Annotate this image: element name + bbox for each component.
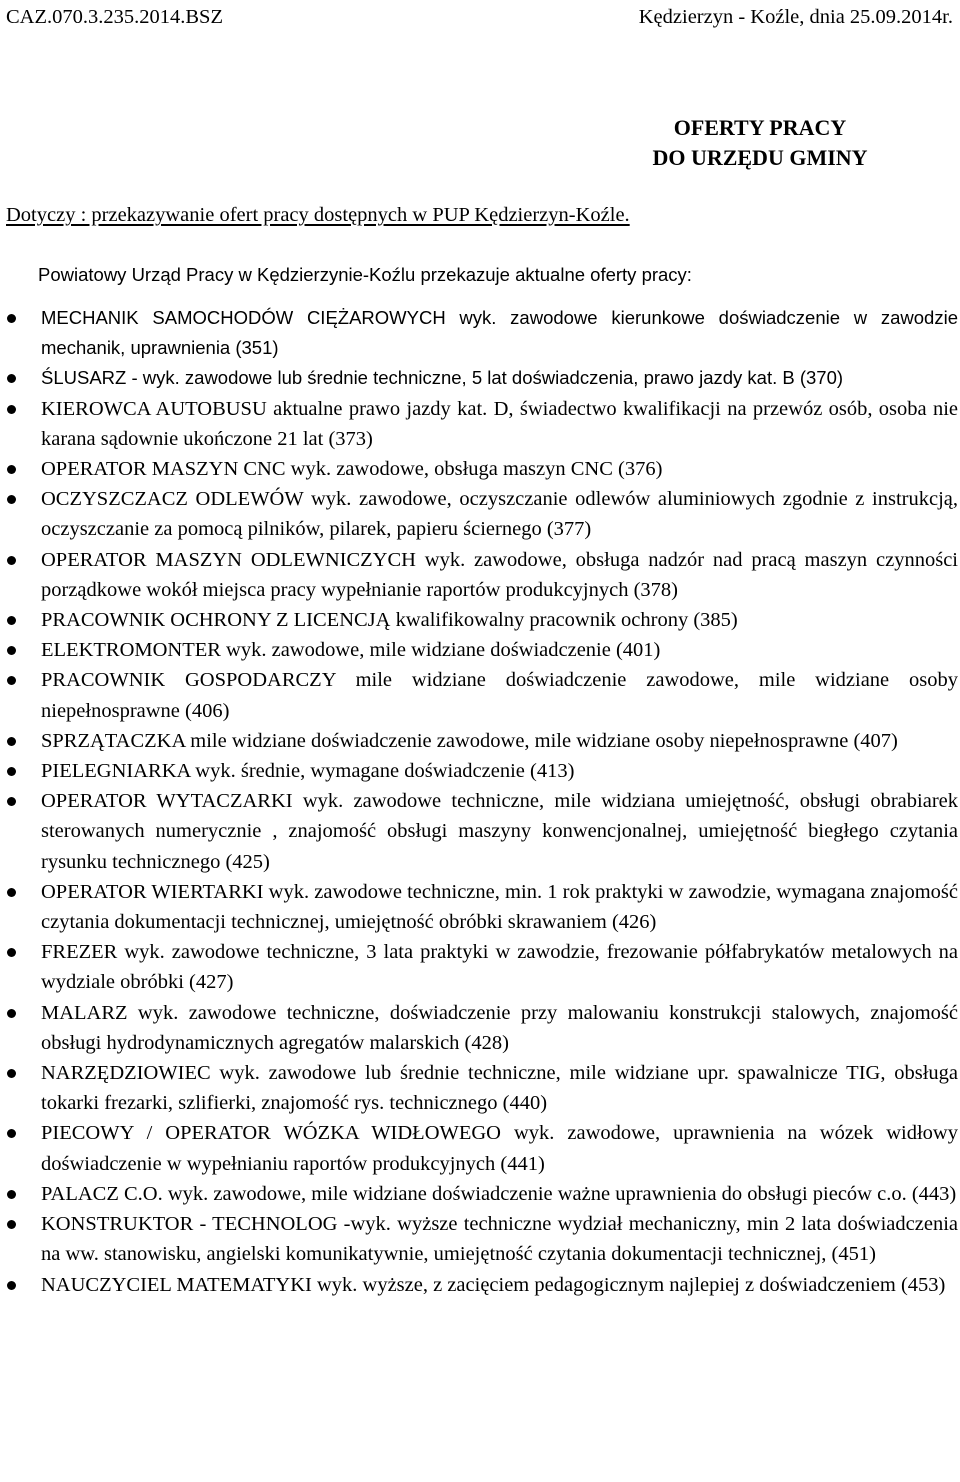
bullet-icon bbox=[7, 737, 16, 746]
bullet-icon bbox=[7, 888, 16, 897]
job-offer-text: OPERATOR MASZYN ODLEWNICZYCH wyk. zawodowe, obsługa nadzór nad pracą maszyn czynności porządkowe wokół miejsca pracy wypełnianie raportów produkcyjnych (378) bbox=[41, 548, 958, 601]
job-offer-item bbox=[0, 998, 960, 1058]
bullet-icon bbox=[7, 314, 16, 323]
job-offer-item bbox=[0, 937, 960, 997]
job-offer-item bbox=[0, 635, 960, 665]
job-offer-text: ŚLUSARZ - wyk. zawodowe lub średnie techniczne, 5 lat doświadczenia, prawo jazdy kat. B (370) bbox=[41, 367, 844, 389]
bullet-icon bbox=[7, 465, 16, 474]
subject-line: Dotyczy : przekazywanie ofert pracy dostępnych w PUP Kędzierzyn-Koźle. bbox=[6, 204, 630, 226]
job-offer-text: KONSTRUKTOR - TECHNOLOG -wyk. wyższe techniczne wydział mechaniczny, min 2 lata doświadczenia na ww. stanowisku, angielski komunikatywnie, umiejętność czytania dokumentacji technicznej, (451) bbox=[41, 1213, 958, 1266]
heading-line-2: DO URZĘDU GMINY bbox=[652, 145, 868, 170]
bullet-icon bbox=[7, 1129, 16, 1138]
job-offer-text: KIEROWCA AUTOBUSU aktualne prawo jazdy kat. D, świadectwo kwalifikacji na przewóz osób, osoba nie karana sądownie ukończone 21 lat (373) bbox=[41, 397, 958, 450]
job-offer-item bbox=[0, 454, 960, 484]
job-offer-text: PIECOWY / OPERATOR WÓZKA WIDŁOWEGO wyk. zawodowe, uprawnienia na wózek widłowy doświadczenie w wypełnianiu raportów produkcyjnych (441) bbox=[41, 1122, 958, 1175]
document-heading bbox=[560, 113, 960, 173]
job-offer-item bbox=[0, 1118, 960, 1178]
job-offer-item bbox=[0, 545, 960, 605]
bullet-icon bbox=[7, 1069, 16, 1078]
bullet-icon bbox=[7, 616, 16, 625]
job-offer-item bbox=[0, 786, 960, 877]
job-offer-item bbox=[0, 1058, 960, 1118]
job-offer-item bbox=[0, 605, 960, 635]
job-offer-text: NAUCZYCIEL MATEMATYKI wyk. wyższe, z zacięciem pedagogicznym najlepiej z doświadczeniem (453) bbox=[41, 1273, 946, 1296]
job-offer-item bbox=[0, 484, 960, 544]
bullet-icon bbox=[7, 374, 16, 383]
job-offer-item bbox=[0, 363, 960, 393]
intro-paragraph: Powiatowy Urząd Pracy w Kędzierzynie-Koźlu przekazuje aktualne oferty pracy: bbox=[38, 264, 692, 285]
heading-line-1: OFERTY PRACY bbox=[673, 115, 847, 140]
bullet-icon bbox=[7, 1190, 16, 1199]
job-offer-text: PRACOWNIK GOSPODARCZY mile widziane doświadczenie zawodowe, mile widziane osoby niepełnosprawne (406) bbox=[41, 669, 958, 722]
job-offer-text: OPERATOR MASZYN CNC wyk. zawodowe, obsługa maszyn CNC (376) bbox=[41, 458, 663, 481]
job-offer-text: PALACZ C.O. wyk. zawodowe, mile widziane doświadczenie ważne uprawnienia do obsługi pieców c.o. (443) bbox=[41, 1182, 957, 1205]
job-offer-text: NARZĘDZIOWIEC wyk. zawodowe lub średnie techniczne, mile widziane upr. spawalnicze TIG, obsługa tokarki frezarki, szlifierki, znajomość rys. technicznego (440) bbox=[41, 1062, 958, 1115]
job-offer-item bbox=[0, 303, 960, 363]
bullet-icon bbox=[7, 405, 16, 414]
bullet-icon bbox=[7, 948, 16, 957]
bullet-icon bbox=[7, 1009, 16, 1018]
job-offer-text: ELEKTROMONTER wyk. zawodowe, mile widziane doświadczenie (401) bbox=[41, 639, 661, 662]
job-offer-item bbox=[0, 877, 960, 937]
place-and-date: Kędzierzyn - Koźle, dnia 25.09.2014r. bbox=[638, 6, 953, 28]
bullet-icon bbox=[7, 1281, 16, 1290]
job-offer-item bbox=[0, 1209, 960, 1269]
job-offer-text: PIELEGNIARKA wyk. średnie, wymagane doświadczenie (413) bbox=[41, 760, 575, 783]
job-offer-list bbox=[0, 303, 960, 1300]
bullet-icon bbox=[7, 797, 16, 806]
bullet-icon bbox=[7, 767, 16, 776]
job-offer-item bbox=[0, 665, 960, 725]
job-offer-item bbox=[0, 756, 960, 786]
job-offer-text: MALARZ wyk. zawodowe techniczne, doświadczenie przy malowaniu konstrukcji stalowych, znajomość obsługi hydrodynamicznych agregatów malarskich (428) bbox=[41, 1001, 958, 1054]
bullet-icon bbox=[7, 1220, 16, 1229]
bullet-icon bbox=[7, 676, 16, 685]
job-offer-item bbox=[0, 394, 960, 454]
job-offer-item bbox=[0, 1179, 960, 1209]
job-offer-item bbox=[0, 1270, 960, 1300]
job-offer-text: MECHANIK SAMOCHODÓW CIĘŻAROWYCH wyk. zawodowe kierunkowe doświadczenie w zawodzie mechanik, uprawnienia (351) bbox=[41, 307, 958, 359]
job-offer-text: FREZER wyk. zawodowe techniczne, 3 lata praktyki w zawodzie, frezowanie półfabrykatów metalowych na wydziale obróbki (427) bbox=[41, 941, 958, 994]
bullet-icon bbox=[7, 495, 16, 504]
reference-number: CAZ.070.3.235.2014.BSZ bbox=[6, 6, 223, 28]
job-offer-text: OCZYSZCZACZ ODLEWÓW wyk. zawodowe, oczyszczanie odlewów aluminiowych zgodnie z instrukcją, oczyszczanie za pomocą pilników, pilarek, papieru ściernego (377) bbox=[41, 488, 958, 541]
job-offer-text: SPRZĄTACZKA mile widziane doświadczenie zawodowe, mile widziane osoby niepełnosprawne (407) bbox=[41, 729, 898, 752]
job-offer-item bbox=[0, 726, 960, 756]
bullet-icon bbox=[7, 556, 16, 565]
job-offer-text: OPERATOR WYTACZARKI wyk. zawodowe techniczne, mile widziana umiejętność, obsługi obrabiarek sterowanych numerycznie , znajomość obsługi maszyny konwencjonalnej, umiejętność biegłego czytania rysunku technicznego (425) bbox=[41, 790, 958, 873]
bullet-icon bbox=[7, 646, 16, 655]
job-offer-text: PRACOWNIK OCHRONY Z LICENCJĄ kwalifikowalny pracownik ochrony (385) bbox=[41, 609, 738, 632]
job-offer-text: OPERATOR WIERTARKI wyk. zawodowe techniczne, min. 1 rok praktyki w zawodzie, wymagana znajomość czytania dokumentacji technicznej, umiejętność obróbki skrawaniem (426) bbox=[41, 880, 958, 934]
